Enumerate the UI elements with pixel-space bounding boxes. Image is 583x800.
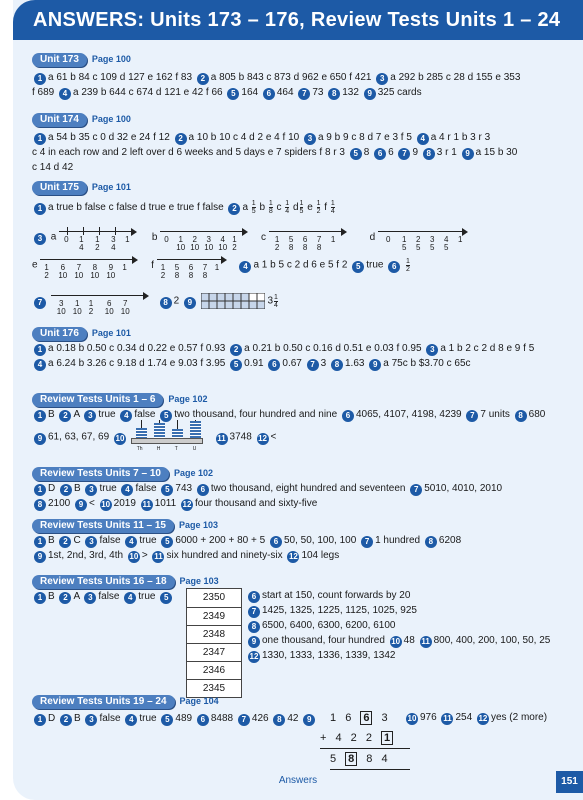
answer: six hundred and ninety-six xyxy=(166,550,283,561)
digit-box: 6 xyxy=(360,711,372,725)
digit: 8 xyxy=(366,753,373,765)
answer: 1330, 1333, 1336, 1339, 1342 xyxy=(262,650,396,661)
number-line: 1 2 6 10 7 10 8 10 9 10 1 xyxy=(40,252,140,278)
q-marker: 5 xyxy=(161,484,173,496)
q-marker: 5 xyxy=(160,410,172,422)
answer: f 689 xyxy=(32,87,55,98)
answer: 2 xyxy=(173,295,180,307)
answer: B xyxy=(74,483,81,494)
page-ref: Page 101 xyxy=(91,182,131,192)
answer: 426 xyxy=(251,713,269,724)
q-marker: 6 xyxy=(248,591,260,603)
answer: a 0.21 b 0.50 c 0.16 d 0.51 e 0.03 f 0.95 xyxy=(244,343,422,354)
q-marker: 9 xyxy=(34,551,46,563)
q-marker: 8 xyxy=(331,359,343,371)
answer: true xyxy=(99,483,117,494)
fraction: $\frac{1}{4}$ xyxy=(274,293,278,309)
answer: 976 xyxy=(420,712,437,723)
q-marker: 9 xyxy=(303,714,315,726)
q-marker: 2 xyxy=(59,410,71,422)
q-marker: 1 xyxy=(34,73,46,85)
q-marker: 2 xyxy=(175,133,187,145)
answer: a 4 r 1 b 3 r 3 xyxy=(430,132,491,143)
q-marker: 11 xyxy=(421,637,430,646)
answer: false xyxy=(99,535,121,546)
answer: true xyxy=(98,409,116,420)
answer: 48 xyxy=(403,635,415,646)
abacus-label: H xyxy=(156,446,161,452)
number-line: 1 2 5 8 6 8 7 8 1 xyxy=(269,224,349,250)
answer: B xyxy=(48,409,55,420)
q-marker: 7 xyxy=(398,148,410,160)
answer: D xyxy=(48,483,56,494)
answer: a 6.24 b 3.26 c 9.18 d 1.74 e 9.03 f 3.95 xyxy=(48,358,226,369)
answer: a 9 b 9 c 8 d 7 e 3 f 5 xyxy=(317,132,412,143)
answer: d xyxy=(292,202,299,214)
q-marker: 4 xyxy=(34,359,46,371)
answer: c 4 in each row and 2 left over d 6 weeks and 5 days e 7 spiders f 8 r 3 xyxy=(32,147,345,158)
unit-175-row-3 xyxy=(32,288,572,314)
fraction-grid-diagram xyxy=(201,293,265,309)
page-title: ANSWERS: Units 173 – 176, Review Tests Units 1 – 24 xyxy=(13,0,583,40)
page-ref: Page 100 xyxy=(91,114,131,124)
answer: D xyxy=(48,713,56,724)
answer: 73 xyxy=(312,87,324,98)
answer: 3 xyxy=(320,358,327,369)
q-marker: 11 xyxy=(142,500,151,509)
section-chip: Unit 175 xyxy=(32,181,87,195)
q-marker: 6 xyxy=(388,261,400,273)
q-marker: 3 xyxy=(304,133,316,145)
unit-176-section xyxy=(32,326,534,371)
q-marker: 2 xyxy=(60,714,72,726)
addition-working xyxy=(320,708,410,770)
answer: a true b false c false d true e true f false xyxy=(48,202,224,214)
digit: 3 xyxy=(381,712,388,724)
digit-box: 1 xyxy=(381,731,393,745)
answer: B xyxy=(48,591,55,602)
q-marker: 7 xyxy=(298,88,310,100)
q-marker: 8 xyxy=(248,621,260,633)
q-marker: 10 xyxy=(129,552,139,561)
number-table xyxy=(186,588,242,698)
q-marker: 9 xyxy=(364,88,376,100)
answer: 50, 50, 100, 100 xyxy=(283,535,357,546)
q-marker: 8 xyxy=(328,88,340,100)
q-marker: 7 xyxy=(361,536,373,548)
answer: 1.63 xyxy=(345,358,365,369)
answer: yes (2 more) xyxy=(490,712,548,723)
q-marker: 9 xyxy=(184,297,196,309)
answer: false xyxy=(98,591,120,602)
answer: a 10 b 10 c 4 d 2 e 4 f 10 xyxy=(188,132,300,143)
fraction: $\frac{1}{4}$ xyxy=(330,200,335,215)
answer: true xyxy=(139,535,157,546)
q-marker: 12 xyxy=(182,500,192,509)
section-chip: Review Tests Units 19 – 24 xyxy=(32,695,175,709)
answer: 464 xyxy=(276,87,294,98)
answer: 104 legs xyxy=(301,550,340,561)
q-marker: 4 xyxy=(121,484,133,496)
q-marker: 1 xyxy=(34,714,46,726)
q-marker: 1 xyxy=(34,203,46,215)
review-7-10-section xyxy=(32,466,502,511)
review-19-24-right xyxy=(404,710,547,725)
answer: a 61 b 84 c 109 d 127 e 162 f 83 xyxy=(48,72,193,83)
digit: 2 xyxy=(350,732,357,744)
q-marker: 9 xyxy=(34,433,46,445)
table-cell: 2346 xyxy=(187,661,241,679)
q-marker: 9 xyxy=(248,636,260,648)
q-marker: 8 xyxy=(425,536,437,548)
q-marker: 9 xyxy=(75,499,87,511)
answer: 42 xyxy=(287,713,299,724)
number-lines-row-2: e 1 2 6 10 7 10 8 10 9 10 1 f 1 2 5 8 6 8 7 8 1 4 a 1 b 5 c 2 d 6 e 5 f 2 5 true 6 $\frac{1}{2}$ xyxy=(32,252,572,278)
q-marker: 5 xyxy=(350,148,362,160)
answer: 4065, 4107, 4198, 4239 xyxy=(355,409,462,420)
answer: false xyxy=(135,483,157,494)
answer: two thousand, eight hundred and seventeen xyxy=(210,483,406,494)
q-marker: 6 xyxy=(268,359,280,371)
digit: 4 xyxy=(381,753,388,765)
q-marker: 9 xyxy=(369,359,381,371)
section-chip: Review Tests Units 7 – 10 xyxy=(32,467,169,481)
digit-box: 8 xyxy=(345,752,357,766)
q-marker: 10 xyxy=(101,500,111,509)
q-marker: 5 xyxy=(161,536,173,548)
table-cell: 2348 xyxy=(187,625,241,643)
answer: a 239 b 644 c 674 d 121 e 42 f 66 xyxy=(73,87,223,98)
table-cell: 2347 xyxy=(187,643,241,661)
section-chip: Review Tests Units 16 – 18 xyxy=(32,575,175,589)
q-marker: 2 xyxy=(59,536,71,548)
q-marker: 2 xyxy=(59,592,71,604)
answer: B xyxy=(74,713,81,724)
number-line: 1 2 5 8 6 8 7 8 1 xyxy=(157,252,229,278)
section-chip: Review Tests Units 1 – 6 xyxy=(32,393,163,407)
unit-173-section xyxy=(32,52,520,100)
q-marker: 4 xyxy=(417,133,429,145)
q-marker: 3 xyxy=(34,233,46,245)
answer: e xyxy=(307,202,313,214)
digit: 1 xyxy=(330,712,337,724)
q-marker: 11 xyxy=(443,714,452,723)
answer: 3 r 1 xyxy=(436,147,457,158)
q-marker: 5 xyxy=(160,592,172,604)
digit: 5 xyxy=(330,753,337,765)
answer: false xyxy=(99,713,121,724)
answer: false xyxy=(134,409,156,420)
fraction: $\frac{1}{4}$ xyxy=(285,200,290,215)
page-ref: Page 103 xyxy=(179,576,219,586)
answer: < xyxy=(270,431,277,443)
answer: B xyxy=(48,535,55,546)
answer: A xyxy=(73,591,80,602)
q-marker: 2 xyxy=(60,484,72,496)
q-marker: 9 xyxy=(462,148,474,160)
answer: start at 150, count forwards by 20 xyxy=(262,590,411,601)
q-marker: 7 xyxy=(410,484,422,496)
q-marker: 2 xyxy=(230,344,242,356)
answer: 1011 xyxy=(154,498,177,509)
answer: 2100 xyxy=(48,498,71,509)
page-number: 151 xyxy=(556,771,583,793)
q-marker: 6 xyxy=(197,714,209,726)
q-marker: 12 xyxy=(258,433,267,443)
q-marker: 8 xyxy=(160,297,172,309)
q-marker: 5 xyxy=(227,88,239,100)
q-marker: 11 xyxy=(154,552,163,561)
answer: 6 xyxy=(388,147,394,158)
q-marker: 4 xyxy=(125,536,137,548)
q-marker: 6 xyxy=(197,484,209,496)
page-ref: Page 104 xyxy=(179,696,219,706)
q-marker: 12 xyxy=(288,552,298,561)
answer: 6500, 6400, 6300, 6200, 6100 xyxy=(262,620,396,631)
q-marker: 7 xyxy=(307,359,319,371)
answer: 254 xyxy=(455,712,473,723)
q-marker: 10 xyxy=(407,714,417,723)
table-cell: 2345 xyxy=(187,679,241,697)
q-marker: 1 xyxy=(34,536,46,548)
answer: 61, 63, 67, 69 xyxy=(48,431,110,443)
digit: 2 xyxy=(365,732,372,744)
q-marker: 6 xyxy=(374,148,386,160)
digit: + 4 xyxy=(320,732,342,744)
answer: 9 xyxy=(412,147,418,158)
review-16-18-right xyxy=(246,588,566,663)
q-marker: 7 xyxy=(248,606,260,618)
q-marker: 10 xyxy=(391,637,401,646)
answer: 800, 400, 200, 100, 50, 25 xyxy=(433,635,551,646)
answer: 325 cards xyxy=(377,87,422,98)
answer: a 292 b 285 c 28 d 155 e 353 xyxy=(390,72,521,83)
answer: a 1 b 5 c 2 d 6 e 5 f 2 xyxy=(253,259,348,271)
q-marker: 1 xyxy=(34,410,46,422)
answer: a 75c b $3.70 c 65c xyxy=(383,358,471,369)
q-marker: 1 xyxy=(34,592,46,604)
answer: a 15 b 30 xyxy=(475,147,518,158)
q-marker: 4 xyxy=(125,714,137,726)
q-marker: 2 xyxy=(197,73,209,85)
answer: A xyxy=(73,409,80,420)
number-line: 0 1 4 1 2 3 4 1 xyxy=(59,224,139,250)
q-marker: 4 xyxy=(59,88,71,100)
q-marker: 5 xyxy=(161,714,173,726)
answer: a 54 b 35 c 0 d 32 e 24 f 12 xyxy=(48,132,170,143)
answer: 1 hundred xyxy=(375,535,421,546)
answer: 6000 + 200 + 80 + 5 xyxy=(175,535,266,546)
section-chip: Unit 174 xyxy=(32,113,87,127)
digit: 6 xyxy=(345,712,352,724)
page-ref: Page 102 xyxy=(168,394,208,404)
q-marker: 1 xyxy=(34,344,46,356)
page-ref: Page 100 xyxy=(91,54,131,64)
answer: C xyxy=(73,535,81,546)
q-marker: 6 xyxy=(263,88,275,100)
answer: 3748 xyxy=(229,431,252,443)
fraction: $\frac{1}{2}$ xyxy=(406,257,410,273)
answer: a 805 b 843 c 873 d 962 e 650 f 421 xyxy=(210,72,372,83)
number-lines-row-1: 3 a 0 1 4 1 2 3 4 1 b 0 1 10 2 10 3 10 4 10 1 2 c 1 2 5 8 6 8 7 8 1 d 0 1 5 2 5 3 5 4 5 1 xyxy=(32,224,572,250)
answer: c xyxy=(276,202,282,214)
answer: four thousand and sixty-five xyxy=(194,498,318,509)
q-marker: 3 xyxy=(426,344,438,356)
answer: 5010, 4010, 2010 xyxy=(424,483,503,494)
abacus-diagram xyxy=(131,422,211,452)
q-marker: 12 xyxy=(478,714,488,723)
q-marker: 7 xyxy=(238,714,250,726)
q-marker: 8 xyxy=(515,410,527,422)
section-chip: Unit 176 xyxy=(32,327,87,341)
page-ref: Page 102 xyxy=(173,468,214,478)
answer: 7 units xyxy=(480,409,510,420)
abacus-label: Th xyxy=(136,446,143,452)
answer: two thousand, four hundred and nine xyxy=(174,409,338,420)
fraction: $\frac{1}{5}$ xyxy=(251,200,256,215)
q-marker: 8 xyxy=(273,714,285,726)
number-line: 0 1 10 2 10 3 10 4 10 1 2 xyxy=(160,224,250,250)
q-marker: 3 xyxy=(85,484,97,496)
abacus-label: T xyxy=(174,446,178,452)
fraction: $\frac{1}{8}$ xyxy=(268,200,273,215)
q-marker: 8 xyxy=(423,148,435,160)
fraction: $\frac{1}{5}$ xyxy=(299,200,304,215)
answer: > xyxy=(141,550,148,561)
q-marker: 5 xyxy=(352,261,364,273)
q-marker: 3 xyxy=(85,536,97,548)
section-chip: Review Tests Units 11 – 15 xyxy=(32,519,174,533)
page-ref: Page 103 xyxy=(179,520,219,530)
q-marker: 7 xyxy=(34,297,46,309)
answer: 8 xyxy=(363,147,370,158)
answer: one thousand, four hundred xyxy=(262,635,385,646)
unit-174-section xyxy=(32,112,517,175)
q-marker: 1 xyxy=(34,133,46,145)
q-marker: 10 xyxy=(115,433,125,443)
review-1-6-section xyxy=(32,392,545,452)
answer: 132 xyxy=(342,87,359,98)
answer: 489 xyxy=(175,713,193,724)
answer: 1st, 2nd, 3rd, 4th xyxy=(48,550,124,561)
q-marker: 3 xyxy=(84,592,96,604)
number-line: 0 1 5 2 5 3 5 4 5 1 xyxy=(378,224,470,250)
answer: 164 xyxy=(241,87,259,98)
page-ref: Page 101 xyxy=(91,328,131,338)
q-marker: 12 xyxy=(249,652,259,661)
unit-175-section: Unit 175 Page 101 1 a true b false c false d true e true f false 2 a $\frac{1}{5}$ b $\frac{1}{8}$ c $\frac{1}{4}$ d $\frac{1}{5}$ e $\frac{1}{2}$ f $\frac{1}{4}$ xyxy=(32,180,336,215)
q-marker: 11 xyxy=(217,433,226,443)
answer: c 14 d 42 xyxy=(32,162,74,173)
answer: < xyxy=(89,498,95,509)
q-marker: 5 xyxy=(230,359,242,371)
table-cell: 2350 xyxy=(202,592,226,603)
answer: 1425, 1325, 1225, 1125, 1025, 925 xyxy=(262,605,417,616)
table-cell: 2349 xyxy=(187,607,241,625)
answer: true xyxy=(139,713,157,724)
q-marker: 3 xyxy=(84,410,96,422)
answer: a 0.18 b 0.50 c 0.34 d 0.22 e 0.57 f 0.93 xyxy=(48,343,226,354)
q-marker: 8 xyxy=(34,499,46,511)
answer: 0.91 xyxy=(244,358,264,369)
answer: 3 xyxy=(267,295,274,307)
q-marker: 3 xyxy=(85,714,97,726)
answer: 743 xyxy=(175,483,193,494)
review-11-15-section xyxy=(32,518,461,563)
answer: a 1 b 2 c 2 d 8 e 9 f 5 xyxy=(440,343,535,354)
answer: 6208 xyxy=(438,535,462,546)
answer: true xyxy=(138,591,156,602)
q-marker: 4 xyxy=(120,410,132,422)
number-line: 3 10 1 10 1 2 6 10 7 10 xyxy=(51,288,151,314)
answer: 8488 xyxy=(210,713,234,724)
q-marker: 4 xyxy=(124,592,136,604)
q-marker: 7 xyxy=(466,410,478,422)
q-marker: 3 xyxy=(376,73,388,85)
q-marker: 1 xyxy=(34,484,46,496)
q-marker: 6 xyxy=(270,536,282,548)
answer: 2019 xyxy=(113,498,136,509)
answer: 0.67 xyxy=(282,358,302,369)
q-marker: 2 xyxy=(228,203,240,215)
abacus-label: U xyxy=(192,446,197,452)
q-marker: 6 xyxy=(342,410,354,422)
answer: 680 xyxy=(528,409,546,420)
answer: a xyxy=(242,202,248,214)
footer-label: Answers xyxy=(278,775,318,786)
section-chip: Unit 173 xyxy=(32,53,87,67)
fraction: $\frac{1}{2}$ xyxy=(316,200,321,215)
answer: true xyxy=(366,259,384,271)
q-marker: 4 xyxy=(239,261,251,273)
